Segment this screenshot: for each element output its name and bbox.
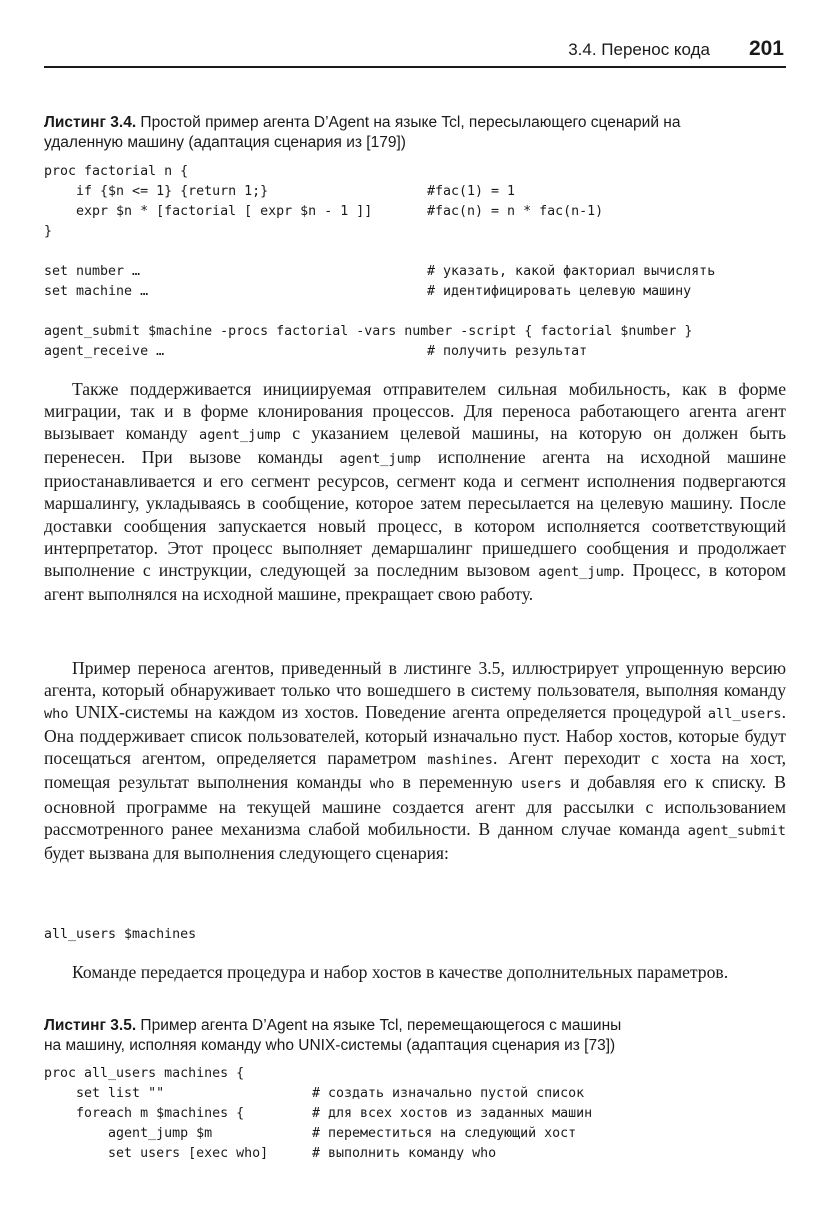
code-line: [44, 282, 786, 302]
code-line: [44, 1064, 786, 1084]
code-line: [44, 202, 786, 222]
code-comment: # указать, какой факториал вычислять: [427, 264, 716, 279]
section-title: 3.4. Перенос кода: [568, 40, 710, 59]
code-comment: # получить результат: [427, 344, 588, 359]
caption-text: на машину, исполняя команду who UNIX-системы (адаптация сценария из [73]): [44, 1037, 616, 1054]
code-text: proc factorial n {: [44, 164, 189, 179]
code-comment: # для всех хостов из заданных машин: [312, 1106, 593, 1121]
paragraph-example: Пример переноса агентов, приведенный в листинге 3.5, иллюстрирует упрощенную версию агента, который обнаруживает только что вошедшего в систему пользователя, выполняя команду who UNIX-системы на каждом из хостов. Поведение агента определяется процедурой all_users. Она поддерживает список пользователей, который изначально пуст. Набор хостов, которые будут посещаться агентом, определяется параметром mashines. Агент переходит с хоста на хост, помещая результат выполнения команды who в переменную users и добавляя его к списку. В основной программе на текущей машине создается агент для рассылки с использованием рассмотренного ранее механизма слабой мобильности. В данном случае команда agent_submit будет вызвана для выполнения следующего сценария:: [44, 658, 787, 863]
code-text: agent_jump $m: [44, 1126, 213, 1141]
code-text: set list "": [44, 1086, 165, 1101]
caption-text: удаленную машину (адаптация сценария из [179]): [44, 134, 406, 151]
code-line: [44, 162, 786, 182]
caption-text: Пример агента D’Agent на языке Tcl, перемещающегося с машины: [136, 1017, 622, 1034]
listing-3-4-code: [44, 162, 786, 362]
caption-text: Простой пример агента D’Agent на языке Tcl, пересылающего сценарий на: [136, 114, 681, 131]
code-line: [44, 342, 786, 362]
code-line: [44, 182, 786, 202]
code-line: [44, 1104, 786, 1124]
code-line: [44, 322, 786, 342]
code-text: set number …: [44, 264, 141, 279]
listing-3-5-code: [44, 1064, 786, 1164]
code-text: agent_receive …: [44, 344, 165, 359]
listing-label: Листинг 3.5.: [44, 1017, 137, 1034]
paragraph-mobility: Также поддерживается инициируемая отправителем сильная мобильность, как в форме миграции, так и в форме клонирования процессов. Для переноса работающего агента агент вызывает команду agent_jump с указанием целевой машины, на которую он должен быть перенесен. При вызове команды agent_jump исполнение агента на исходной машине приостанавливается и его сегмент ресурсов, сегмент кода и сегмент исполнения подвергаются маршалингу, укладываясь в сообщение, которое затем пересылается на целевую машину. После доставки сообщения запускается новый процесс, в котором исполняется соответствующий интерпретатор. Этот процесс выполняет демаршалинг пришедшего сообщения и продолжает выполнение с инструкции, следующей за последним вызовом agent_jump. Процесс, в котором агент выполнялся на исходной машине, прекращает свою работу.: [44, 379, 787, 604]
code-line: [44, 262, 786, 282]
code-comment: #fac(1) = 1: [427, 184, 516, 199]
code-text: if {$n <= 1} {return 1;}: [44, 184, 269, 199]
code-comment: # выполнить команду who: [312, 1146, 497, 1161]
code-line: [44, 1124, 786, 1144]
code-line: [44, 1144, 786, 1164]
code-text: expr $n * [factorial [ expr $n - 1 ]]: [44, 204, 373, 219]
code-text: proc all_users machines {: [44, 1066, 245, 1081]
code-text: set users [exec who]: [44, 1146, 269, 1161]
code-line: [44, 302, 786, 322]
code-line: [44, 222, 786, 242]
code-text: foreach m $machines {: [44, 1106, 245, 1121]
code-comment: # создать изначально пустой список: [312, 1086, 585, 1101]
listing-3-4-caption: [44, 113, 786, 153]
inline-code-snippet: all_users $machines: [44, 927, 197, 942]
code-text: agent_submit $machine -procs factorial -vars number -script { factorial $number }: [44, 324, 693, 339]
paragraph-params: Команде передается процедура и набор хостов в качестве дополнительных параметров.: [72, 962, 729, 982]
code-line: [44, 242, 786, 262]
listing-label: Листинг 3.4.: [44, 114, 137, 131]
page-number: 201: [748, 37, 784, 60]
code-text: }: [44, 224, 53, 239]
running-header: [44, 36, 786, 68]
code-comment: #fac(n) = n * fac(n-1): [427, 204, 604, 219]
code-comment: # переместиться на следующий хост: [312, 1126, 577, 1141]
code-text: set machine …: [44, 284, 149, 299]
listing-3-5-caption: [44, 1016, 786, 1056]
code-comment: # идентифицировать целевую машину: [427, 284, 692, 299]
code-line: [44, 1084, 786, 1104]
